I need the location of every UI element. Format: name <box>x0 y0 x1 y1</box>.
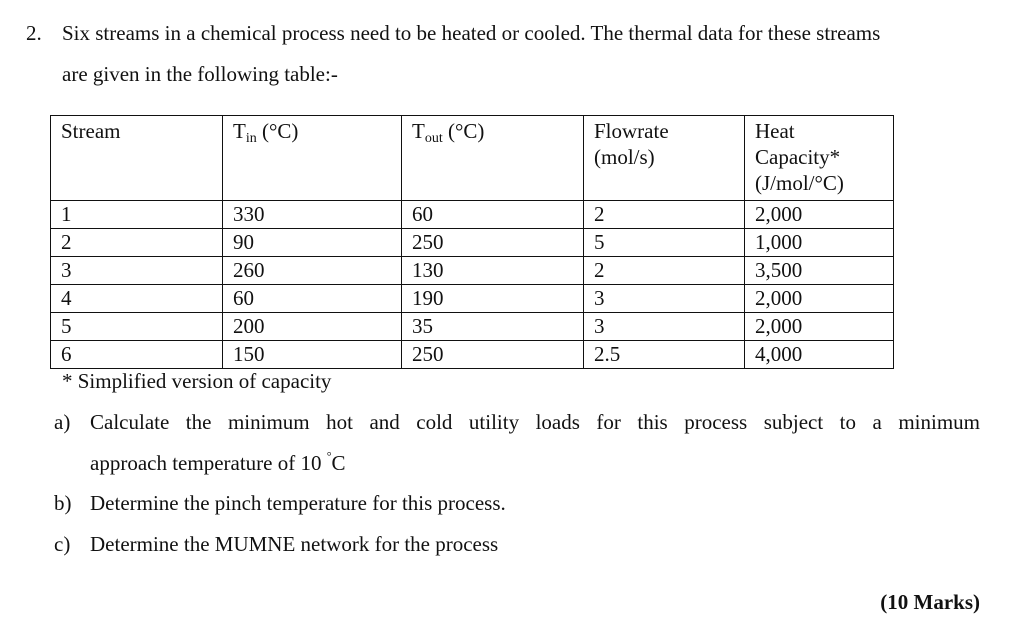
cell-heat-capacity: 2,000 <box>745 285 894 313</box>
cell-flowrate: 2 <box>584 201 745 229</box>
degree-symbol: ° <box>326 449 332 463</box>
cell-tin: 330 <box>223 201 402 229</box>
table-row <box>51 229 894 257</box>
cell-tout: 250 <box>402 341 584 369</box>
cell-flowrate: 5 <box>584 229 745 257</box>
header-flowrate: Flowrate (mol/s) <box>584 116 745 201</box>
cell-tout: 60 <box>402 201 584 229</box>
cell-heat-capacity: 2,000 <box>745 313 894 341</box>
cell-stream: 4 <box>51 285 223 313</box>
cell-tin: 150 <box>223 341 402 369</box>
part-a-label: a) <box>54 410 71 434</box>
question-intro-line-2: are given in the following table:- <box>62 62 338 86</box>
part-b-label: b) <box>54 491 72 515</box>
cell-stream: 5 <box>51 313 223 341</box>
table-row <box>51 201 894 229</box>
cell-tout: 130 <box>402 257 584 285</box>
cell-stream: 1 <box>51 201 223 229</box>
cell-tin: 200 <box>223 313 402 341</box>
thermal-data-table <box>50 115 894 369</box>
cell-tin: 60 <box>223 285 402 313</box>
part-b-text: Determine the pinch temperature for this process. <box>90 491 506 515</box>
part-c-label: c) <box>54 532 71 556</box>
header-stream: Stream <box>51 116 223 201</box>
table-row <box>51 257 894 285</box>
question-intro-line-1: Six streams in a chemical process need to be heated or cooled. The thermal data for these streams <box>62 21 881 45</box>
cell-heat-capacity: 1,000 <box>745 229 894 257</box>
cell-heat-capacity: 4,000 <box>745 341 894 369</box>
cell-tin: 90 <box>223 229 402 257</box>
part-c-text: Determine the MUMNE network for the process <box>90 532 499 556</box>
cell-flowrate: 3 <box>584 313 745 341</box>
cell-flowrate: 3 <box>584 285 745 313</box>
part-a-line-2: approach temperature of 10 °C <box>90 449 346 475</box>
cell-stream: 3 <box>51 257 223 285</box>
cell-tout: 250 <box>402 229 584 257</box>
cell-stream: 2 <box>51 229 223 257</box>
marks-label: (10 Marks) <box>880 590 980 614</box>
cell-flowrate: 2 <box>584 257 745 285</box>
cell-tout: 190 <box>402 285 584 313</box>
table-row <box>51 313 894 341</box>
cell-flowrate: 2.5 <box>584 341 745 369</box>
cell-tin: 260 <box>223 257 402 285</box>
header-tin: Tin (°C) <box>223 116 402 201</box>
table-footnote: * Simplified version of capacity <box>62 369 332 393</box>
part-a-line-1: Calculate the minimum hot and cold utility loads for this process subject to a minimum <box>90 410 980 434</box>
cell-tout: 35 <box>402 313 584 341</box>
table-row <box>51 285 894 313</box>
table-row <box>51 341 894 369</box>
cell-heat-capacity: 2,000 <box>745 201 894 229</box>
cell-stream: 6 <box>51 341 223 369</box>
question-number: 2. <box>26 21 42 45</box>
header-tout: Tout (°C) <box>402 116 584 201</box>
header-heat-capacity: Heat Capacity* (J/mol/°C) <box>745 116 894 201</box>
cell-heat-capacity: 3,500 <box>745 257 894 285</box>
table-header-row <box>51 116 894 201</box>
